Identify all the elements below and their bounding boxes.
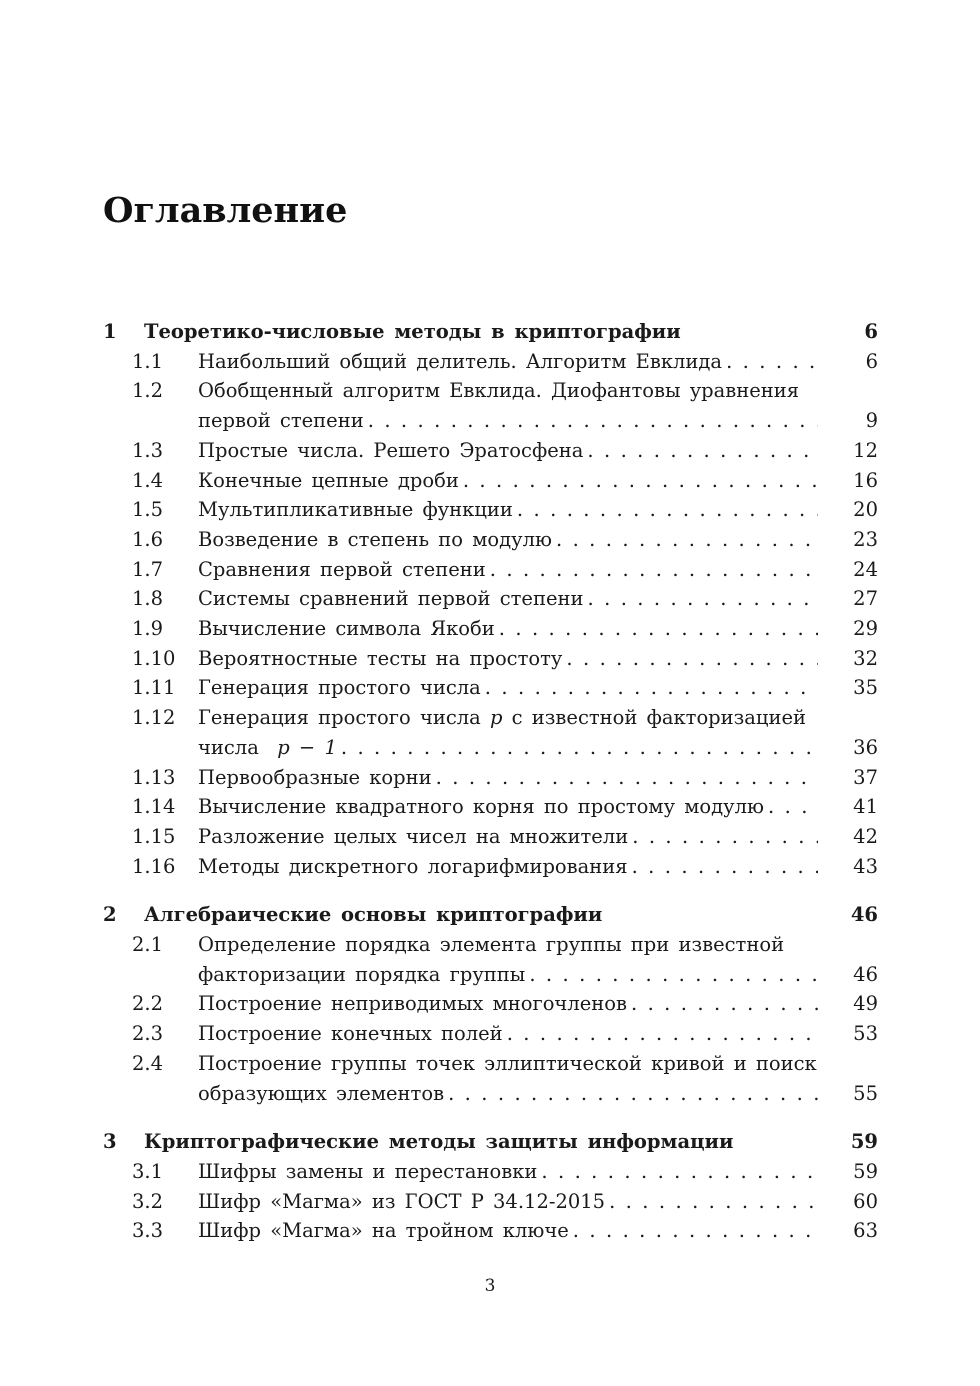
section-title-line-1: Обобщенный алгоритм Евклида. Диофантовы уравнения xyxy=(198,379,800,403)
chapter-title: Криптографические методы защиты информации xyxy=(144,1130,734,1154)
section-title: Шифр «Магма» из ГОСТ Р 34.12-2015 xyxy=(198,1189,606,1213)
toc-section-1-13[interactable] xyxy=(103,763,878,793)
section-number: 1.15 xyxy=(132,824,176,848)
section-page: 9 xyxy=(865,409,878,433)
toc-section-3-3[interactable] xyxy=(103,1216,878,1246)
section-title-line-2: факторизации порядка группы xyxy=(198,962,526,986)
dot-leader xyxy=(584,584,819,614)
section-page: 53 xyxy=(853,1022,878,1046)
section-page: 43 xyxy=(853,854,878,878)
toc-section-1-5[interactable] xyxy=(103,495,878,525)
section-page: 6 xyxy=(865,349,878,373)
chapter-page: 46 xyxy=(850,903,878,927)
dot-leader xyxy=(722,347,818,377)
section-page: 12 xyxy=(853,438,878,462)
dot-leader xyxy=(337,733,818,763)
section-page: 42 xyxy=(853,824,878,848)
dot-leader xyxy=(525,960,818,990)
section-page: 29 xyxy=(853,617,878,641)
section-page: 55 xyxy=(853,1081,878,1105)
dot-leader xyxy=(627,989,818,1019)
section-title-line-1 xyxy=(198,703,818,733)
toc-chapter-entry[interactable] xyxy=(103,1127,878,1157)
section-page: 46 xyxy=(853,962,878,986)
section-title: Вычисление символа Якоби xyxy=(198,617,495,641)
section-page: 60 xyxy=(853,1189,878,1213)
toc-section-3-2[interactable] xyxy=(103,1187,878,1217)
toc-section-1-2[interactable] xyxy=(103,376,878,435)
section-title: Конечные цепные дроби xyxy=(198,468,459,492)
section-title-part: числа xyxy=(198,735,259,759)
toc-section-1-7[interactable] xyxy=(103,555,878,585)
section-number: 1.5 xyxy=(132,498,164,522)
section-page: 49 xyxy=(853,992,878,1016)
section-title: Генерация простого числа xyxy=(198,676,481,700)
section-number: 1.9 xyxy=(132,617,164,641)
chapter-number: 1 xyxy=(103,320,117,343)
section-title: Возведение в степень по модулю xyxy=(198,527,552,551)
section-number: 3.3 xyxy=(132,1219,164,1243)
dot-leader xyxy=(513,495,818,525)
toc-section-2-1[interactable] xyxy=(103,930,878,989)
section-title: Сравнения первой степени xyxy=(198,557,486,581)
dot-leader xyxy=(444,1079,818,1109)
section-title: Наибольший общий делитель. Алгоритм Евклида xyxy=(198,349,723,373)
toc-section-2-4[interactable] xyxy=(103,1049,878,1108)
section-number: 1.8 xyxy=(132,587,164,611)
section-page: 24 xyxy=(853,557,878,581)
dot-leader xyxy=(481,673,818,703)
dot-leader xyxy=(432,763,818,793)
section-number: 1.6 xyxy=(132,527,164,551)
section-number: 1.2 xyxy=(132,379,164,403)
toc-section-2-3[interactable] xyxy=(103,1019,878,1049)
toc-section-1-15[interactable] xyxy=(103,822,878,852)
section-number: 1.1 xyxy=(132,349,164,373)
section-title: Шифр «Магма» на тройном ключе xyxy=(198,1219,569,1243)
toc-section-1-4[interactable] xyxy=(103,466,878,496)
math-variable: p xyxy=(489,706,503,730)
page-title: Оглавление xyxy=(103,190,348,231)
dot-leader xyxy=(495,614,818,644)
toc-section-1-6[interactable] xyxy=(103,525,878,555)
section-number: 1.10 xyxy=(132,646,176,670)
dot-leader xyxy=(537,1157,818,1187)
section-title-line-2 xyxy=(198,733,337,763)
toc-chapter-entry[interactable] xyxy=(103,900,878,930)
toc-section-1-16[interactable] xyxy=(103,852,878,882)
toc-section-1-1[interactable] xyxy=(103,347,878,377)
section-number: 2.2 xyxy=(132,992,164,1016)
section-title-line-1: Определение порядка элемента группы при известной xyxy=(198,933,785,957)
section-number: 1.16 xyxy=(132,854,176,878)
dot-leader xyxy=(583,436,818,466)
section-title: Системы сравнений первой степени xyxy=(198,587,584,611)
section-page: 16 xyxy=(853,468,878,492)
toc-section-2-2[interactable] xyxy=(103,989,878,1019)
chapter-page: 6 xyxy=(864,320,878,343)
section-title: Простые числа. Решето Эратосфена xyxy=(198,438,584,462)
section-number: 3.1 xyxy=(132,1159,164,1183)
toc-section-1-10[interactable] xyxy=(103,644,878,674)
chapter-title: Теоретико-числовые методы в криптографии xyxy=(144,320,681,343)
dot-leader xyxy=(486,555,818,585)
section-number: 1.11 xyxy=(132,676,176,700)
section-title: Построение конечных полей xyxy=(198,1022,503,1046)
toc-chapter-3 xyxy=(103,1127,878,1246)
section-number: 1.12 xyxy=(132,706,176,730)
section-page: 35 xyxy=(853,676,878,700)
section-title: Построение неприводимых многочленов xyxy=(198,992,627,1016)
section-page: 63 xyxy=(853,1219,878,1243)
section-number: 2.4 xyxy=(132,1051,164,1075)
dot-leader xyxy=(569,1216,818,1246)
section-title-line-2: образующих элементов xyxy=(198,1081,445,1105)
section-page: 41 xyxy=(853,795,878,819)
section-page: 37 xyxy=(853,765,878,789)
dot-leader xyxy=(605,1187,818,1217)
toc-chapter-1 xyxy=(103,317,878,881)
section-title: Вычисление квадратного корня по простому модулю xyxy=(198,795,765,819)
toc-chapter-entry[interactable] xyxy=(103,317,878,347)
chapter-number: 2 xyxy=(103,903,117,927)
section-title: Мультипликативные функции xyxy=(198,498,513,522)
toc-chapter-2 xyxy=(103,900,878,1108)
table-of-contents xyxy=(103,317,878,1265)
dot-leader xyxy=(628,822,818,852)
section-title-line-1: Построение группы точек эллиптической кривой и поиск xyxy=(198,1051,817,1075)
toc-section-1-9[interactable] xyxy=(103,614,878,644)
dot-leader xyxy=(364,406,818,436)
dot-leader xyxy=(764,792,818,822)
math-expression: p − 1 xyxy=(277,735,337,759)
dot-leader xyxy=(628,852,818,882)
toc-section-1-12[interactable] xyxy=(103,703,878,762)
chapter-title: Алгебраические основы криптографии xyxy=(144,903,603,927)
section-number: 3.2 xyxy=(132,1189,164,1213)
section-number: 2.3 xyxy=(132,1022,164,1046)
dot-leader xyxy=(552,525,818,555)
section-title-part: с известной факторизацией xyxy=(511,706,807,730)
section-number: 1.13 xyxy=(132,765,176,789)
section-title-part: Генерация простого числа xyxy=(198,706,481,730)
section-number: 2.1 xyxy=(132,933,164,957)
section-page: 27 xyxy=(853,587,878,611)
toc-section-3-1[interactable] xyxy=(103,1157,878,1187)
section-number: 1.3 xyxy=(132,438,164,462)
section-page: 32 xyxy=(853,646,878,670)
toc-section-1-14[interactable] xyxy=(103,792,878,822)
chapter-page: 59 xyxy=(850,1130,878,1154)
section-title: Шифры замены и перестановки xyxy=(198,1159,538,1183)
section-page: 59 xyxy=(853,1159,878,1183)
section-number: 1.7 xyxy=(132,557,164,581)
page-number: 3 xyxy=(484,1276,496,1296)
section-page: 20 xyxy=(853,498,878,522)
dot-leader xyxy=(459,466,818,496)
section-title: Разложение целых чисел на множители xyxy=(198,824,629,848)
toc-section-1-8[interactable] xyxy=(103,584,878,614)
section-title: Вероятностные тесты на простоту xyxy=(198,646,563,670)
section-title: Первообразные корни xyxy=(198,765,432,789)
section-page: 36 xyxy=(853,735,878,759)
section-number: 1.14 xyxy=(132,795,176,819)
chapter-number: 3 xyxy=(103,1130,117,1154)
toc-section-1-11[interactable] xyxy=(103,673,878,703)
toc-section-1-3[interactable] xyxy=(103,436,878,466)
section-number: 1.4 xyxy=(132,468,164,492)
section-title: Методы дискретного логарифмирования xyxy=(198,854,628,878)
section-title-line-2: первой степени xyxy=(198,409,364,433)
dot-leader xyxy=(562,644,818,674)
section-page: 23 xyxy=(853,527,878,551)
dot-leader xyxy=(503,1019,818,1049)
